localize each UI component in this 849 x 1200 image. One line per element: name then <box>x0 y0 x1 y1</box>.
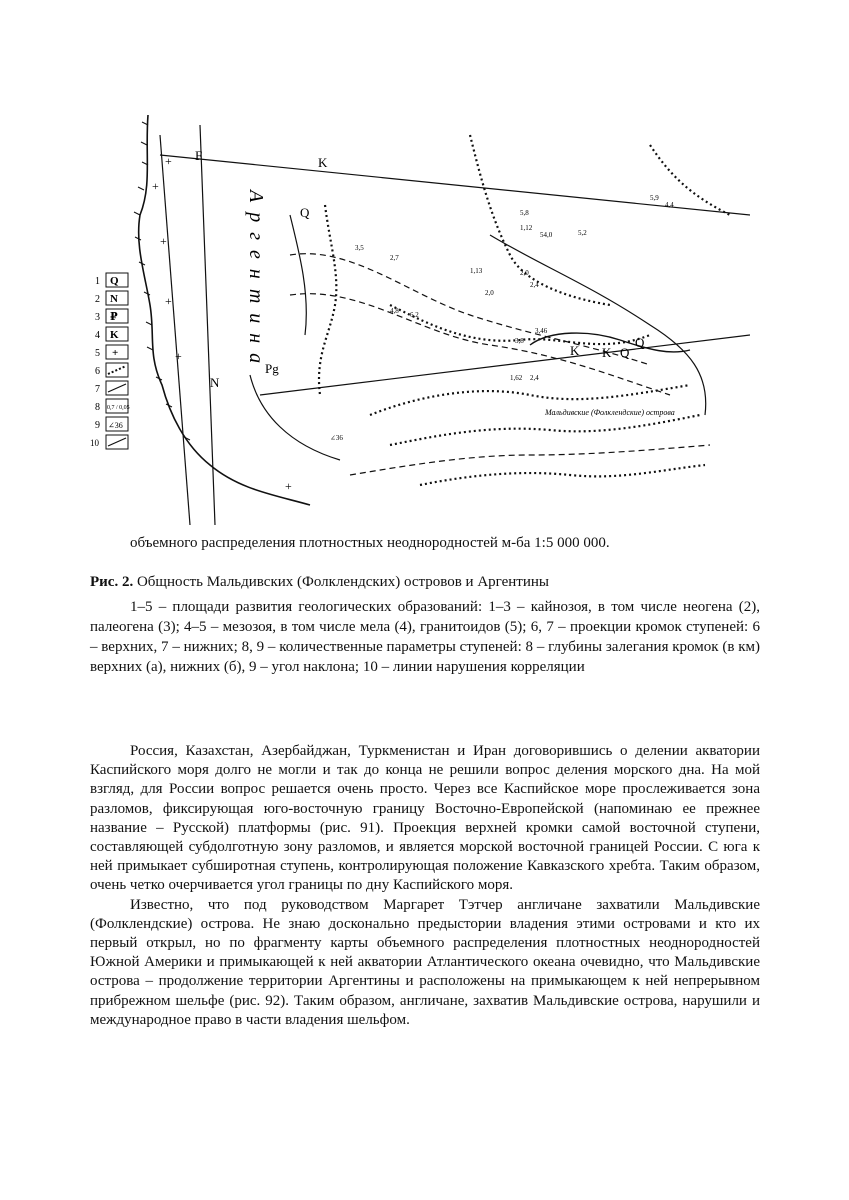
map-number: 4,8 <box>390 307 399 315</box>
map-number: 1,12 <box>520 224 533 232</box>
unit-label: K <box>318 155 328 170</box>
legend-sym: K <box>110 329 119 341</box>
geologic-map <box>90 95 750 535</box>
straight-line-3 <box>200 125 215 525</box>
map-number: 5,2 <box>578 229 587 237</box>
straight-line-2 <box>160 135 190 525</box>
legend-sym: Q <box>110 275 119 287</box>
map-number: 5,8 <box>520 209 529 217</box>
coastline-teeth <box>134 122 190 440</box>
caption-line: объемного распределения плотностных неоднородностей м-ба 1:5 000 000. <box>130 535 610 551</box>
contour-3 <box>490 235 706 415</box>
legend-num: 6 <box>95 366 100 377</box>
legend-num: 8 <box>95 402 100 413</box>
map-number: 3,5 <box>355 244 364 252</box>
map-number: 2,0 <box>485 289 494 297</box>
step-edge-2 <box>470 135 610 305</box>
svg-text:+: + <box>152 179 159 193</box>
map-legend <box>90 273 130 449</box>
map-number: ∠36 <box>330 434 343 442</box>
map-number: 2,0 <box>520 269 529 277</box>
legend-sym: ₽ <box>110 311 118 323</box>
step-edge-1 <box>319 205 336 395</box>
figure-title: Общность Мальдивских (Фолклендских) островов и Аргентины <box>136 574 549 590</box>
map-number: 4,4 <box>665 201 674 209</box>
svg-text:+: + <box>160 234 167 248</box>
svg-text:+: + <box>165 154 172 168</box>
svg-text:+: + <box>285 479 292 493</box>
legend-num: 10 <box>90 438 99 448</box>
unit-label: K <box>570 343 580 358</box>
map-number: 1,13 <box>470 267 483 275</box>
figure-caption <box>90 572 760 592</box>
unit-label: Pg <box>265 361 279 376</box>
legend-num: 1 <box>95 276 100 287</box>
step-edge-7 <box>650 145 730 215</box>
coastline <box>139 115 310 505</box>
figure-legend-text: 1–5 – площади развития геологических образований: 1–3 – кайнозоя, в том числе неогена (2), палеогена (3); 4–5 – мезозоя, в том числе мела (4), гранитоидов (5); 6, 7 – проекции кромок ступеней: 6 – верхних, 7 – нижних; 8, 9 – количественные параметры ступеней: 8 – глубины залегания кромок (в км) верхних (а), нижних (б), 9 – угол наклона; 10 – линии нарушения корреляции <box>90 599 760 675</box>
country-label: Аргентина <box>245 190 267 374</box>
legend-num: 2 <box>95 294 100 305</box>
legend-num: 4 <box>95 330 100 341</box>
unit-label: N <box>210 375 220 390</box>
paragraph: Россия, Казахстан, Азербайджан, Туркменистан и Иран договорившись о делении акватории Каспийского моря долго не могли и так до конца не решили вопрос деления морского дна. На мой взгляд, для России вопрос решается очень просто. Через все Каспийское море прослеживается зона разломов, фиксирующая юго-восточную границу Восточно-Европейской (напоминаю ее прежнее название – Русской) платформы (рис. 91). Проекция верхней кромки самой восточной ступени, составляющей субдолготную зону разломов, и является морской восточной границей России. С юга к ней примыкает субширотная ступень, контролирующая положение Кавказского хребта. Таким образом, очень четко очерчивается угол границы по дну Каспийского моря. <box>90 743 760 894</box>
svg-text:+: + <box>165 294 172 308</box>
step-edge-6 <box>420 465 705 485</box>
svg-text:+: + <box>175 349 182 363</box>
granitoid-crosses <box>152 154 292 493</box>
unit-label: Q <box>620 345 630 360</box>
legend-sym: N <box>110 293 118 305</box>
map-number: 2,4 <box>530 281 539 289</box>
dashed-line-3 <box>350 445 710 475</box>
contour-1 <box>250 375 340 460</box>
map-number: 3,8 <box>515 337 524 345</box>
paragraph: Известно, что под руководством Маргарет Тэтчер англичане захватили Мальдивские (Фолклендские) острова. Не знаю досконально предыстории владения этими островами и кто их первый открыл, но по фрагменту карты объемного распределения плотностных неоднородностей Южной Америки и примыкающей к ней акватории Атлантического океана очевидно, что Мальдивские острова – продолжение территории Аргентины и расположены на примыкающем к ней непрерывном прибрежном шельфе (рис. 92). Таким образом, англичане, захватив Мальдивские острова, нарушили и международное право в части владения шельфом. <box>90 896 760 1028</box>
body-text <box>90 742 760 1030</box>
unit-label: F <box>195 148 203 163</box>
dashed-line-2 <box>290 294 670 395</box>
step-edge-5 <box>390 415 700 445</box>
legend-sym: 0,7 / 0,05 <box>107 405 130 411</box>
map-number: 3,46 <box>535 327 548 335</box>
contour-2 <box>290 215 306 335</box>
map-number: 2,7 <box>390 254 399 262</box>
map-number: 54,0 <box>540 231 553 239</box>
legend-sym: ∠36 <box>108 421 123 430</box>
unit-label: Q <box>635 335 645 350</box>
unit-label: Q <box>300 205 310 220</box>
legend-num: 9 <box>95 420 100 431</box>
map-number: 2,4 <box>530 374 539 382</box>
map-number: 1,62 <box>510 374 523 382</box>
map-number: 6,2 <box>410 311 419 319</box>
legend-sym: + <box>112 347 119 359</box>
unit-label: K <box>602 345 612 360</box>
islands-label: Мальдивские (Фолклендские) острова <box>545 408 675 417</box>
map-number: 5,9 <box>650 194 659 202</box>
legend-num: 5 <box>95 348 100 359</box>
figure-label: Рис. 2. <box>90 574 134 590</box>
legend-num: 7 <box>95 384 100 395</box>
legend-num: 3 <box>95 312 100 323</box>
